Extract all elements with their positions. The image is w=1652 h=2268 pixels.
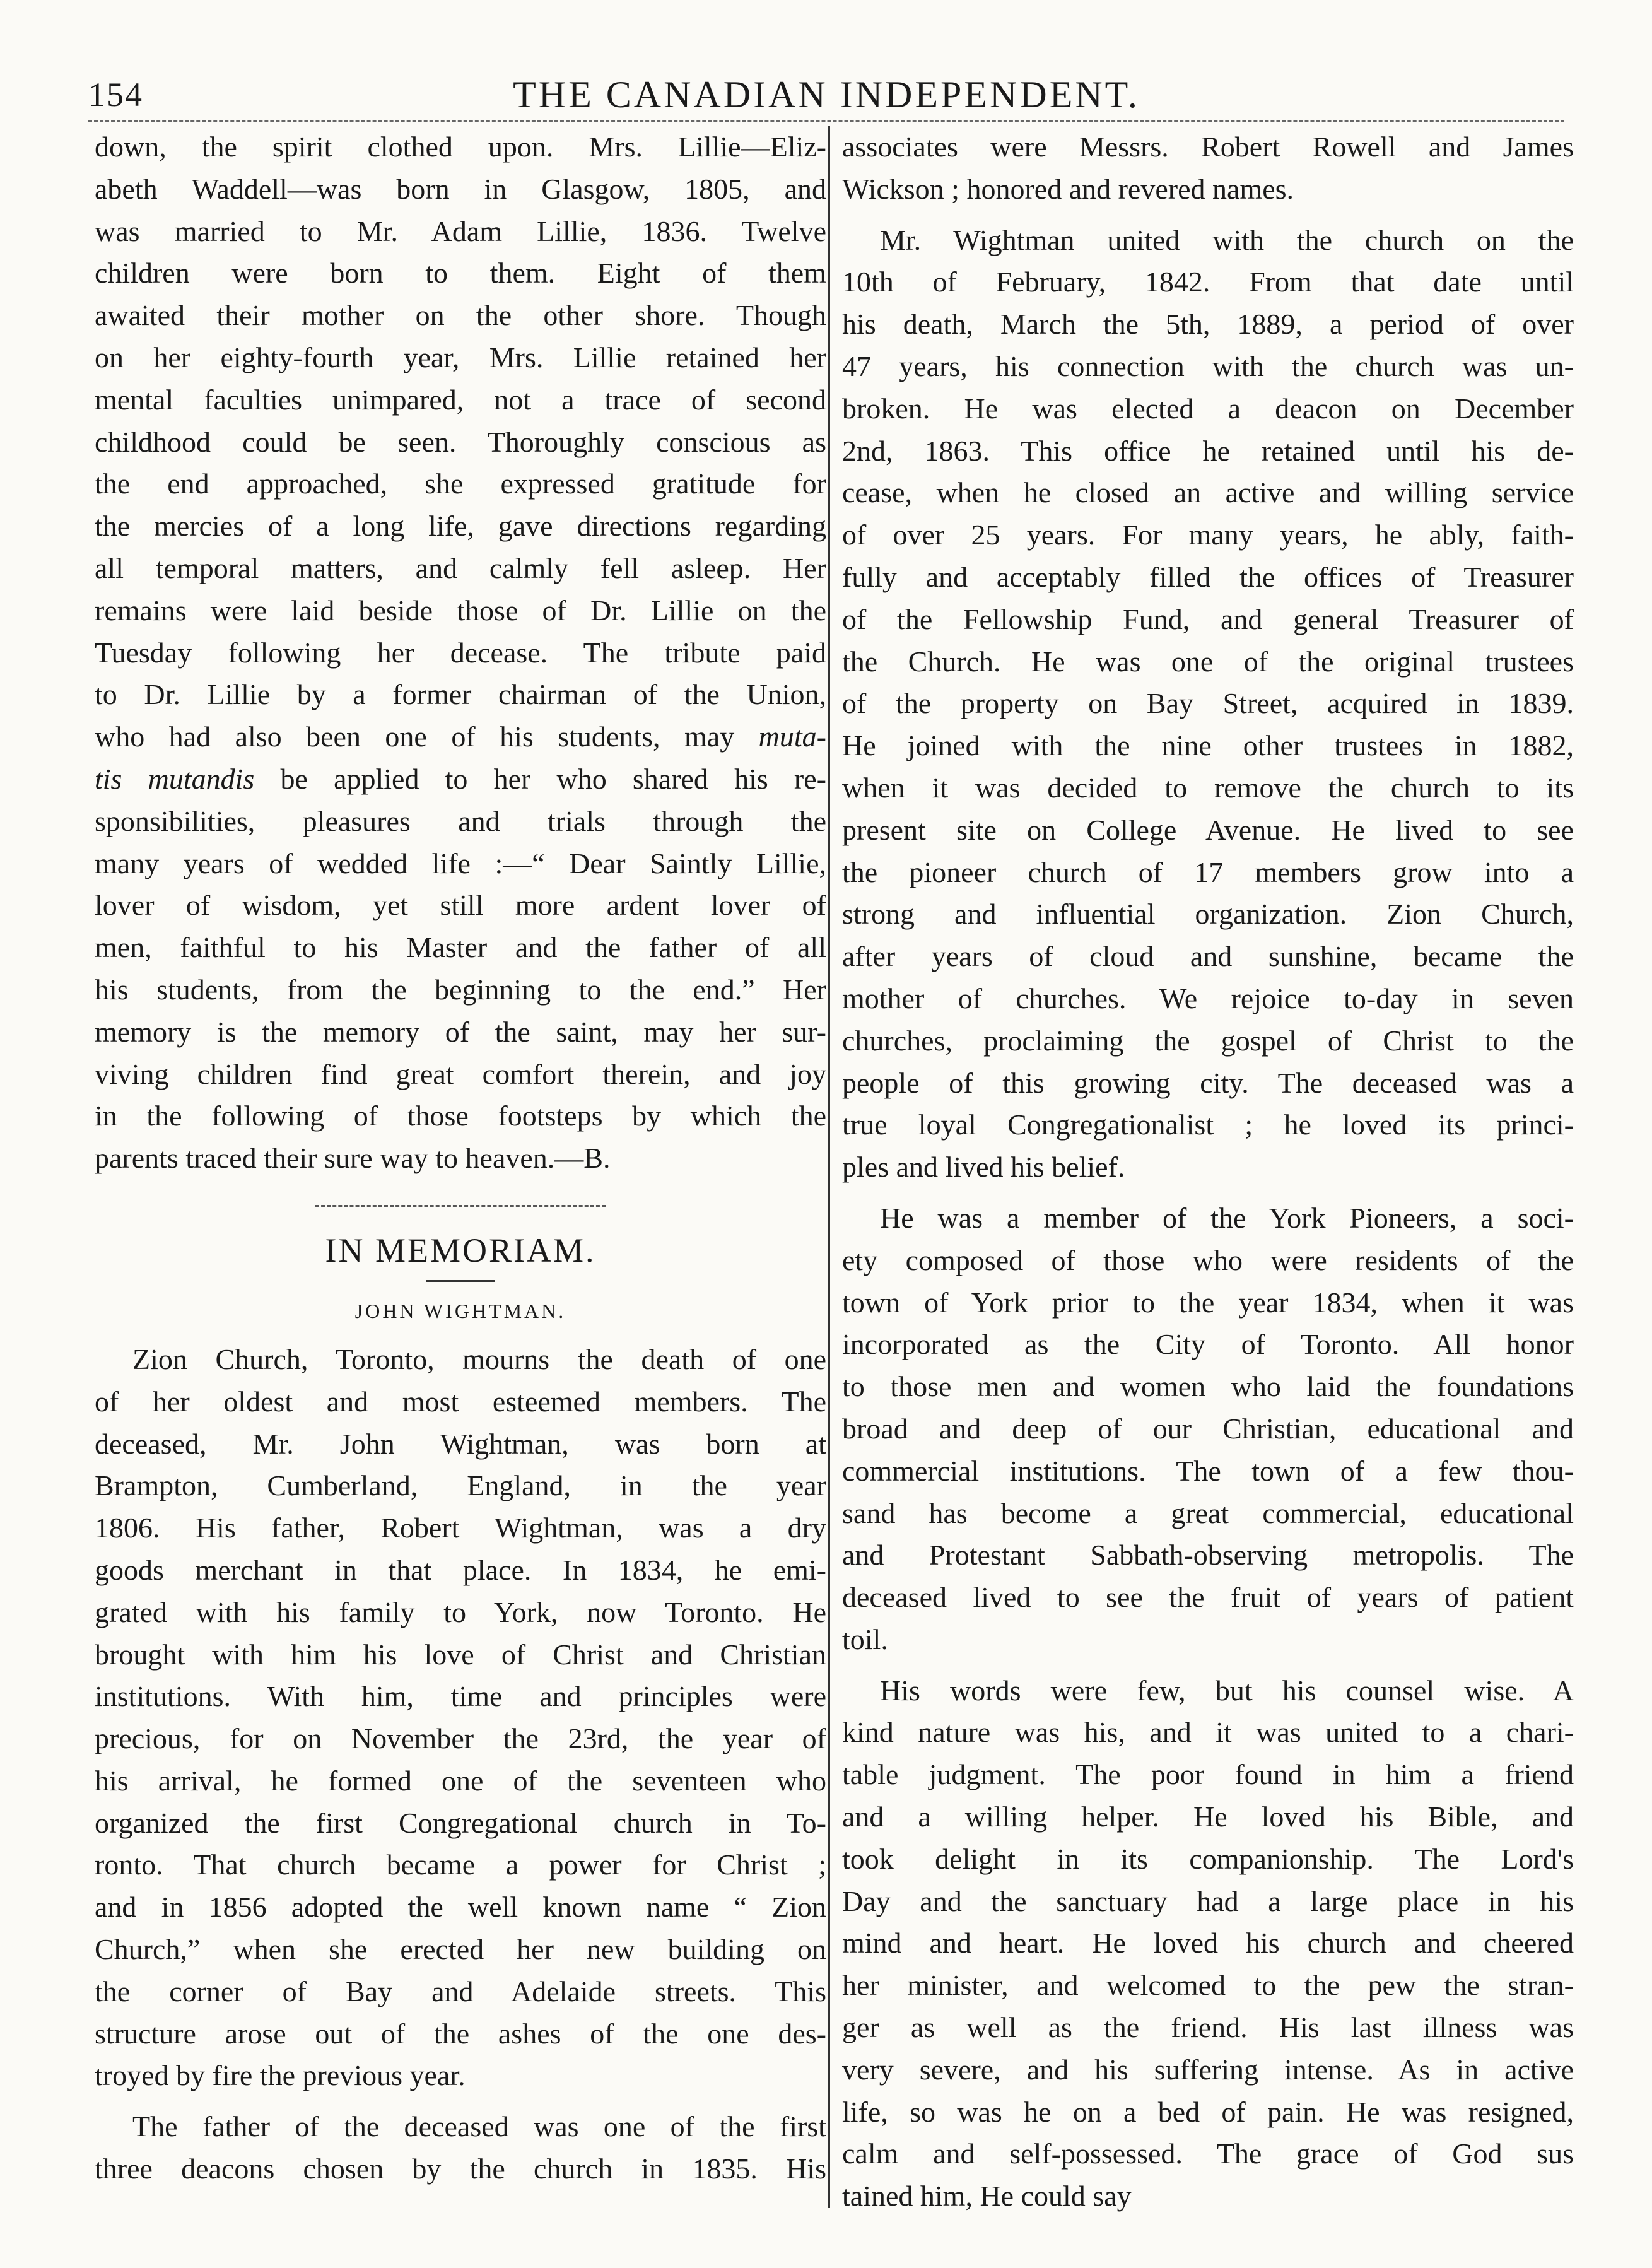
text-line: on her eighty-fourth year, Mrs. Lillie retained her xyxy=(95,341,826,373)
text-line: organized the first Congregational church in To- xyxy=(95,1806,826,1839)
text-line: He was a member of the York Pioneers, a soci- xyxy=(880,1201,1574,1234)
text-line: troyed by fire the previous year. xyxy=(95,2059,466,2092)
text-line: his students, from the beginning to the end.” Her xyxy=(95,973,826,1006)
text-line: toil. xyxy=(842,1623,888,1655)
italic-phrase: tis mutandis xyxy=(95,762,255,795)
section-subtitle: JOHN WIGHTMAN. xyxy=(354,1299,566,1322)
text-line: ronto. That church became a power for Christ ; xyxy=(95,1848,826,1881)
text-line: structure arose out of the ashes of the one des- xyxy=(95,2017,826,2050)
text-line: children were born to them. Eight of them xyxy=(95,257,826,290)
text-line: kind nature was his, and it was united to a chari- xyxy=(842,1716,1574,1749)
text-line: and Protestant Sabbath-observing metropolis. The xyxy=(842,1539,1574,1572)
text-line: deceased, Mr. John Wightman, was born at xyxy=(95,1427,826,1460)
text-line: deceased lived to see the fruit of years of patient xyxy=(842,1581,1574,1614)
text-line: abeth Waddell—was born in Glasgow, 1805, and xyxy=(95,172,826,205)
page-header xyxy=(88,60,1564,129)
header-rule xyxy=(88,120,1564,122)
text-line: many years of wedded life :—“ Dear Saintly Lillie, xyxy=(95,847,826,879)
text-line: precious, for on November the 23rd, the year of xyxy=(95,1722,826,1755)
text-line: Zion Church, Toronto, mourns the death of one xyxy=(132,1343,826,1375)
text-line: the corner of Bay and Adelaide streets. This xyxy=(95,1975,826,2007)
text-line: town of York prior to the year 1834, when it was xyxy=(842,1286,1574,1319)
memoriam-paragraph xyxy=(842,126,1574,211)
journal-title: THE CANADIAN INDEPENDENT. xyxy=(513,74,1140,115)
text-line: to Dr. Lillie by a former chairman of the Union, xyxy=(95,678,826,711)
paragraph-gap xyxy=(95,2097,826,2106)
text-line: parents traced their sure way to heaven.—B. xyxy=(95,1142,611,1175)
text-line: incorporated as the City of Toronto. All honor xyxy=(842,1328,1574,1361)
text-line: grated with his family to York, now Toronto. He xyxy=(95,1595,826,1628)
paragraph-gap xyxy=(842,1661,1574,1670)
text-line: when it was decided to remove the church to its xyxy=(842,771,1574,804)
text-line: sand has become a great commercial, educational xyxy=(842,1496,1574,1529)
text-line: Brampton, Cumberland, England, in the year xyxy=(95,1469,826,1502)
text-line: strong and influential organization. Zion Church, xyxy=(842,898,1574,931)
text-line: his arrival, he formed one of the seventeen who xyxy=(95,1764,826,1797)
memoriam-paragraph xyxy=(95,1339,826,2097)
memoriam-paragraph xyxy=(842,1670,1574,2218)
text-line: men, faithful to his Master and the father of all xyxy=(95,931,826,964)
lillie-obituary-paragraph xyxy=(95,126,826,1180)
memoriam-paragraph xyxy=(842,220,1574,1189)
text-line: of her oldest and most esteemed members. The xyxy=(95,1385,826,1418)
text-line: people of this growing city. The deceased was a xyxy=(842,1066,1574,1099)
text-line: fully and acceptably filled the offices of Treasurer xyxy=(842,560,1574,593)
text-line: calm and self-possessed. The grace of God sus xyxy=(842,2137,1574,2170)
text-line: broad and deep of our Christian, educational and xyxy=(842,1412,1574,1445)
text-line: life, so was he on a bed of pain. He was resigned, xyxy=(842,2095,1574,2128)
text-line: of the Fellowship Fund, and general Treasurer of xyxy=(842,602,1574,635)
text-line: the end approached, she expressed gratitude for xyxy=(95,467,826,500)
text-fragment: who had also been one of his students, may xyxy=(95,720,735,753)
text-line: Tuesday following her decease. The tribute paid xyxy=(95,636,826,669)
text-line: tained him, He could say xyxy=(842,2180,1132,2212)
text-line: mental faculties unimpared, not a trace of second xyxy=(95,383,826,416)
text-line: Church,” when she erected her new building on xyxy=(95,1933,826,1966)
text-line: ples and lived his belief. xyxy=(842,1151,1125,1184)
text-line: to those men and women who laid the foundations xyxy=(842,1370,1574,1403)
text-line: 1806. His father, Robert Wightman, was a dry xyxy=(95,1512,826,1544)
text-line: viving children find great comfort therein, and joy xyxy=(95,1057,826,1090)
text-line: took delight in its companionship. The Lord's xyxy=(842,1842,1574,1875)
text-line: awaited their mother on the other shore. Though xyxy=(95,299,826,332)
text-line: the pioneer church of 17 members grow into a xyxy=(842,855,1574,888)
title-rule xyxy=(426,1280,495,1282)
text-line: ety composed of those who were residents of the xyxy=(842,1243,1574,1276)
left-column xyxy=(95,126,826,2190)
paragraph-gap xyxy=(842,1189,1574,1197)
page-number: 154 xyxy=(88,76,143,114)
text-line: churches, proclaiming the gospel of Christ to the xyxy=(842,1024,1574,1057)
memoriam-paragraph xyxy=(842,1197,1574,1661)
text-line: very severe, and his suffering intense. As in active xyxy=(842,2053,1574,2086)
text-line: His words were few, but his counsel wise. A xyxy=(880,1674,1574,1707)
text-line: 2nd, 1863. This office he retained until his de- xyxy=(842,434,1574,467)
text-line: broken. He was elected a deacon on December xyxy=(842,392,1574,425)
text-line: goods merchant in that place. In 1834, he emi- xyxy=(95,1553,826,1586)
text-line xyxy=(95,758,826,801)
text-line: 10th of February, 1842. From that date until xyxy=(842,266,1574,298)
text-line: institutions. With him, time and principles were xyxy=(95,1680,826,1713)
text-line: childhood could be seen. Thoroughly conscious as xyxy=(95,425,826,458)
text-line: of over 25 years. For many years, he ably, faith- xyxy=(842,519,1574,551)
text-line: the Church. He was one of the original trustees xyxy=(842,645,1574,678)
text-line: mind and heart. He loved his church and cheered xyxy=(842,1927,1574,1960)
text-line: the mercies of a long life, gave directions regarding xyxy=(95,510,826,543)
text-line: her minister, and welcomed to the pew the stran- xyxy=(842,1969,1574,2002)
text-line: Wickson ; honored and revered names. xyxy=(842,172,1294,205)
text-line: memory is the memory of the saint, may her sur- xyxy=(95,1015,826,1048)
text-line: brought with him his love of Christ and Christian xyxy=(95,1638,826,1671)
text-line xyxy=(95,716,826,758)
column-divider xyxy=(828,126,830,2208)
text-line: lover of wisdom, yet still more ardent lover of xyxy=(95,889,826,922)
right-column xyxy=(842,126,1574,2218)
text-line: Day and the sanctuary had a large place in his xyxy=(842,1884,1574,1917)
text-line: sponsibilities, pleasures and trials through the xyxy=(95,804,826,837)
text-line: associates were Messrs. Robert Rowell and James xyxy=(842,131,1574,163)
text-fragment: be applied to her who shared his re- xyxy=(254,762,826,795)
text-line: remains were laid beside those of Dr. Lillie on the xyxy=(95,594,826,626)
text-line: table judgment. The poor found in him a friend xyxy=(842,1758,1574,1791)
text-line: all temporal matters, and calmly fell asleep. Her xyxy=(95,551,826,584)
text-line: commercial institutions. The town of a few thou- xyxy=(842,1454,1574,1487)
memoriam-paragraph xyxy=(95,2106,826,2190)
paragraph-gap xyxy=(842,211,1574,220)
text-line: cease, when he closed an active and willing service xyxy=(842,476,1574,509)
text-line: down, the spirit clothed upon. Mrs. Lillie—Eliz- xyxy=(95,131,826,163)
text-line: his death, March the 5th, 1889, a period of over xyxy=(842,308,1574,341)
text-line: present site on College Avenue. He lived to see xyxy=(842,813,1574,846)
text-line: in the following of those footsteps by which the xyxy=(95,1100,826,1132)
section-separator xyxy=(315,1205,606,1207)
text-line: 47 years, his connection with the church was un- xyxy=(842,350,1574,382)
text-line: true loyal Congregationalist ; he loved its princi- xyxy=(842,1108,1574,1141)
section-title: IN MEMORIAM. xyxy=(325,1231,596,1269)
text-line: of the property on Bay Street, acquired in 1839. xyxy=(842,687,1574,720)
italic-phrase: muta- xyxy=(758,720,826,753)
text-line: He joined with the nine other trustees in 1882, xyxy=(842,729,1574,762)
text-line: after years of cloud and sunshine, became the xyxy=(842,940,1574,973)
text-line: Mr. Wightman united with the church on the xyxy=(880,223,1574,256)
text-line: three deacons chosen by the church in 1835. His xyxy=(95,2153,826,2185)
text-line: was married to Mr. Adam Lillie, 1836. Twelve xyxy=(95,214,826,247)
text-line: and a willing helper. He loved his Bible, and xyxy=(842,1801,1574,1833)
text-line: The father of the deceased was one of the first xyxy=(132,2110,826,2143)
text-line: ger as well as the friend. His last illness was xyxy=(842,2011,1574,2044)
text-line: and in 1856 adopted the well known name “ Zion xyxy=(95,1891,826,1924)
text-line: mother of churches. We rejoice to-day in seven xyxy=(842,982,1574,1014)
